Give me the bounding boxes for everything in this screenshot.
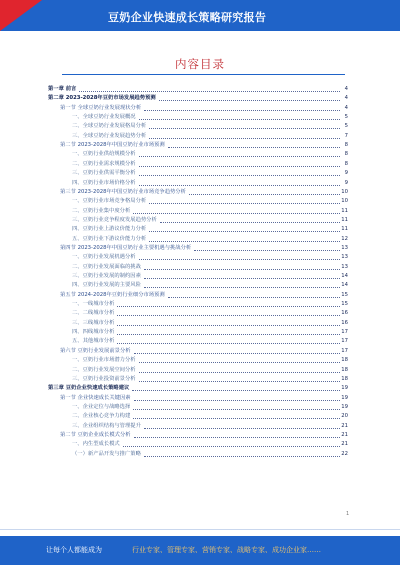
toc-entry-label: 四、四线城市分析 bbox=[72, 329, 115, 336]
toc-entry-page: 19 bbox=[341, 394, 348, 401]
toc-entry-label: 第一节 企业快速成长关键因素 bbox=[60, 394, 131, 401]
footer-slogan-left: 让每个人都能成为 bbox=[46, 546, 102, 554]
toc-entry-page: 4 bbox=[344, 86, 348, 92]
toc-entry[interactable] bbox=[0, 440, 400, 449]
report-title: 豆奶企业快速成长策略研究报告 bbox=[108, 11, 267, 24]
toc-entry-label: 二、二线城市分析 bbox=[72, 310, 115, 317]
toc-entry-label: 五、豆奶行业下游议价能力分析 bbox=[72, 235, 147, 242]
toc-entry-label: 四、豆奶行业上游议价能力分析 bbox=[72, 226, 147, 233]
toc-entry-label: 三、豆奶行业投资前景分析 bbox=[72, 375, 136, 382]
toc-leader-dots bbox=[133, 409, 340, 410]
toc-entry-label: 第二节 豆奶企业成长模式分析 bbox=[60, 431, 131, 438]
toc-entry-label: （一）新产品开发与推广策略 bbox=[72, 450, 141, 457]
toc-entry-page: 18 bbox=[341, 366, 348, 373]
toc-entry-page: 10 bbox=[341, 198, 348, 205]
toc-entry-label: 第二节 2023-2028年中国豆奶行业市场预测 bbox=[60, 142, 165, 149]
toc-entry-page: 8 bbox=[344, 142, 348, 149]
toc-leader-dots bbox=[149, 203, 340, 204]
toc-entry-page: 15 bbox=[341, 291, 348, 298]
toc-entry[interactable] bbox=[0, 291, 400, 300]
toc-entry-page: 14 bbox=[341, 282, 348, 289]
toc-leader-dots bbox=[139, 119, 340, 120]
toc-entry-label: 一、豆奶行业市场潜力分析 bbox=[72, 357, 136, 364]
toc-leader-dots bbox=[139, 381, 340, 382]
toc-entry-page: 11 bbox=[341, 226, 348, 233]
toc-entry[interactable] bbox=[0, 309, 400, 318]
toc-leader-dots bbox=[117, 306, 340, 307]
toc-entry[interactable] bbox=[0, 263, 400, 272]
toc-entry-label: 一、全球豆奶行业发展概况 bbox=[72, 114, 136, 121]
toc-leader-dots bbox=[134, 353, 340, 354]
toc-leader-dots bbox=[149, 231, 340, 232]
toc-entry-page: 13 bbox=[341, 244, 348, 251]
toc-leader-dots bbox=[134, 437, 340, 438]
toc-entry-label: 一、豆奶行业发展机遇分析 bbox=[72, 254, 136, 261]
toc-entry[interactable] bbox=[0, 319, 400, 328]
toc-entry-page: 13 bbox=[341, 254, 348, 261]
toc-entry[interactable] bbox=[0, 207, 400, 216]
toc-leader-dots bbox=[117, 315, 340, 316]
toc-entry[interactable] bbox=[0, 281, 400, 290]
toc-entry[interactable] bbox=[0, 347, 400, 356]
toc-entry[interactable] bbox=[0, 244, 400, 253]
toc-entry[interactable] bbox=[0, 375, 400, 384]
toc-leader-dots bbox=[149, 138, 340, 139]
toc-leader-dots bbox=[168, 147, 340, 148]
toc-entry-page: 14 bbox=[341, 273, 348, 279]
toc-leader-dots bbox=[149, 241, 340, 242]
toc-entry-page: 10 bbox=[341, 188, 348, 195]
toc-leader-dots bbox=[144, 428, 340, 429]
toc-entry[interactable] bbox=[0, 235, 400, 244]
toc-entry[interactable] bbox=[0, 216, 400, 225]
toc-entry-page: 20 bbox=[341, 413, 348, 420]
toc-entry-page: 16 bbox=[341, 310, 348, 317]
toc-entry[interactable] bbox=[0, 384, 400, 393]
toc-entry[interactable] bbox=[0, 412, 400, 421]
toc-leader-dots bbox=[168, 297, 340, 298]
toc-entry-label: 第五节 2024-2028年豆奶行业细分市场预测 bbox=[60, 291, 165, 298]
toc-leader-dots bbox=[79, 91, 340, 92]
toc-entry[interactable] bbox=[0, 366, 400, 375]
toc-heading: 内容目录 bbox=[175, 57, 225, 71]
toc-leader-dots bbox=[189, 194, 340, 195]
toc-entry-label: 第四节 2023-2028年中国豆奶行业主要机遇与挑战分析 bbox=[60, 244, 192, 251]
toc-entry-page: 22 bbox=[341, 450, 348, 457]
toc-entry-page: 4 bbox=[344, 95, 348, 102]
toc-entry-label: 第二章 2023-2028年豆奶市场发展趋势预测 bbox=[48, 95, 156, 102]
toc-entry-page: 21 bbox=[341, 441, 348, 448]
toc-leader-dots bbox=[139, 175, 340, 176]
toc-entry-page: 17 bbox=[341, 329, 348, 336]
toc-entry-label: 二、全球豆奶行业发展格局分析 bbox=[72, 123, 147, 130]
toc-leader-dots bbox=[144, 278, 340, 279]
toc-entry-page: 5 bbox=[344, 114, 348, 121]
toc-leader-dots bbox=[139, 259, 340, 260]
toc-entry-page: 21 bbox=[341, 422, 348, 429]
toc-entry-page: 16 bbox=[341, 319, 348, 326]
toc-entry-label: 第一章 前言 bbox=[48, 86, 77, 92]
toc-entry-page: 9 bbox=[344, 179, 348, 186]
toc-entry-label: 三、豆奶行业供需平衡分析 bbox=[72, 170, 136, 177]
toc-entry[interactable] bbox=[0, 394, 400, 403]
toc-entry-label: 三、三线城市分析 bbox=[72, 319, 115, 326]
toc-leader-dots bbox=[194, 250, 340, 251]
toc-entry-page: 12 bbox=[341, 235, 348, 242]
toc-entry[interactable] bbox=[0, 169, 400, 178]
toc-leader-dots bbox=[133, 213, 340, 214]
header-red-corner bbox=[0, 0, 42, 31]
toc-entry[interactable] bbox=[0, 85, 400, 94]
toc-entry[interactable] bbox=[0, 422, 400, 431]
toc-leader-dots bbox=[144, 287, 340, 288]
toc-entry[interactable] bbox=[0, 450, 400, 459]
toc-entry-label: 四、豆奶行业发展的主要风险 bbox=[72, 282, 141, 289]
toc-entry[interactable] bbox=[0, 179, 400, 188]
toc-entry[interactable] bbox=[0, 132, 400, 141]
toc-entry-label: 一、豆奶行业市场竞争格局分析 bbox=[72, 198, 147, 205]
toc-leader-dots bbox=[149, 128, 340, 129]
toc-entry[interactable] bbox=[0, 328, 400, 337]
toc-leader-dots bbox=[139, 185, 340, 186]
toc-entry-page: 11 bbox=[341, 207, 348, 214]
toc-entry[interactable] bbox=[0, 150, 400, 159]
toc-entry-page: 13 bbox=[341, 263, 348, 270]
toc-leader-dots bbox=[133, 418, 340, 419]
toc-entry-page: 17 bbox=[341, 338, 348, 345]
toc-leader-dots bbox=[139, 362, 340, 363]
toc-leader-dots bbox=[117, 325, 340, 326]
toc-entry-page: 21 bbox=[341, 431, 348, 438]
toc-entry-label: 二、豆奶行业集中度分析 bbox=[72, 207, 131, 214]
toc-entry-page: 7 bbox=[344, 132, 348, 139]
toc-leader-dots bbox=[117, 334, 340, 335]
toc-leader-dots bbox=[132, 390, 340, 391]
toc-entry[interactable] bbox=[0, 272, 400, 281]
toc-entry[interactable] bbox=[0, 188, 400, 197]
toc-leader-dots bbox=[123, 446, 340, 447]
toc-entry[interactable] bbox=[0, 141, 400, 150]
toc-entry-label: 一、一线城市分析 bbox=[72, 301, 115, 308]
toc-entry-page: 4 bbox=[344, 104, 348, 111]
toc-entry-page: 18 bbox=[341, 375, 348, 382]
toc-entry-label: 二、豆奶行业发展面临的挑战 bbox=[72, 263, 141, 270]
toc-entry-page: 15 bbox=[341, 301, 348, 308]
toc-leader-dots bbox=[144, 456, 340, 457]
toc-entry-page: 8 bbox=[344, 160, 348, 167]
toc-leader-dots bbox=[159, 100, 340, 101]
toc-entry[interactable] bbox=[0, 113, 400, 122]
toc-entry[interactable] bbox=[0, 225, 400, 234]
toc-leader-dots bbox=[134, 400, 340, 401]
toc-entry-label: 三、全球豆奶行业发展趋势分析 bbox=[72, 132, 147, 139]
toc-leader-dots bbox=[144, 269, 340, 270]
toc-entry-label: 四、豆奶行业市场价格分析 bbox=[72, 179, 136, 186]
toc-entry[interactable] bbox=[0, 160, 400, 169]
toc-entry-label: 一、内生型成长模式 bbox=[72, 441, 120, 448]
toc-entry[interactable] bbox=[0, 356, 400, 365]
toc-entry[interactable] bbox=[0, 403, 400, 412]
toc-entry-label: 五、其他城市分析 bbox=[72, 338, 115, 345]
footer-slogan-right: 行业专家、管理专家、营销专家、战略专家、成功企业家…… bbox=[132, 546, 321, 554]
toc-entry-page: 8 bbox=[344, 151, 348, 158]
toc-entry-page: 11 bbox=[341, 216, 348, 223]
toc-entry-label: 二、豆奶行业发展空间分析 bbox=[72, 366, 136, 373]
toc-divider bbox=[62, 74, 345, 75]
toc-entry-label: 一、企业定位与战略选择 bbox=[72, 403, 131, 410]
toc-entry-page: 9 bbox=[344, 170, 348, 177]
toc-entry[interactable] bbox=[0, 94, 400, 103]
toc-leader-dots bbox=[144, 110, 340, 111]
toc-entry-label: 第三节 2023-2028年中国豆奶行业市场竞争趋势分析 bbox=[60, 188, 186, 195]
toc-entry-page: 17 bbox=[341, 347, 348, 354]
toc-entry-label: 第三章 豆奶企业快速成长策略建议 bbox=[48, 385, 130, 392]
toc-entry-label: 第一节 全球豆奶行业发展现状分析 bbox=[60, 104, 142, 111]
toc-entry-label: 二、豆奶行业需求规模分析 bbox=[72, 160, 136, 167]
toc-entry-page: 5 bbox=[344, 123, 348, 130]
toc-entry-label: 第六节 豆奶行业发展前景分析 bbox=[60, 347, 131, 354]
toc-entry-label: 二、企业核心竞争力构建 bbox=[72, 413, 131, 420]
toc-leader-dots bbox=[139, 156, 340, 157]
toc-leader-dots bbox=[139, 372, 340, 373]
toc-entry[interactable] bbox=[0, 300, 400, 309]
toc-entry[interactable] bbox=[0, 253, 400, 262]
toc-leader-dots bbox=[139, 166, 340, 167]
toc-entry-label: 三、企业组织结构与管理提升 bbox=[72, 422, 141, 429]
toc-entry[interactable] bbox=[0, 104, 400, 113]
toc-entry-label: 三、豆奶行业发展的制约因素 bbox=[72, 273, 141, 279]
toc-entry-label: 一、豆奶行业供给规模分析 bbox=[72, 151, 136, 158]
toc-leader-dots bbox=[160, 222, 340, 223]
toc-entry[interactable] bbox=[0, 337, 400, 346]
toc-entry-page: 19 bbox=[341, 385, 348, 392]
toc-entry[interactable] bbox=[0, 431, 400, 440]
toc-entry[interactable] bbox=[0, 197, 400, 206]
footer-divider bbox=[0, 529, 400, 530]
toc-entry-label: 三、豆奶行业竞争程度发展趋势分析 bbox=[72, 216, 157, 223]
toc-entry[interactable] bbox=[0, 122, 400, 131]
page-number: 1 bbox=[346, 511, 350, 517]
toc-entry-page: 19 bbox=[341, 403, 348, 410]
toc-leader-dots bbox=[117, 343, 340, 344]
toc-entry-page: 18 bbox=[341, 357, 348, 364]
